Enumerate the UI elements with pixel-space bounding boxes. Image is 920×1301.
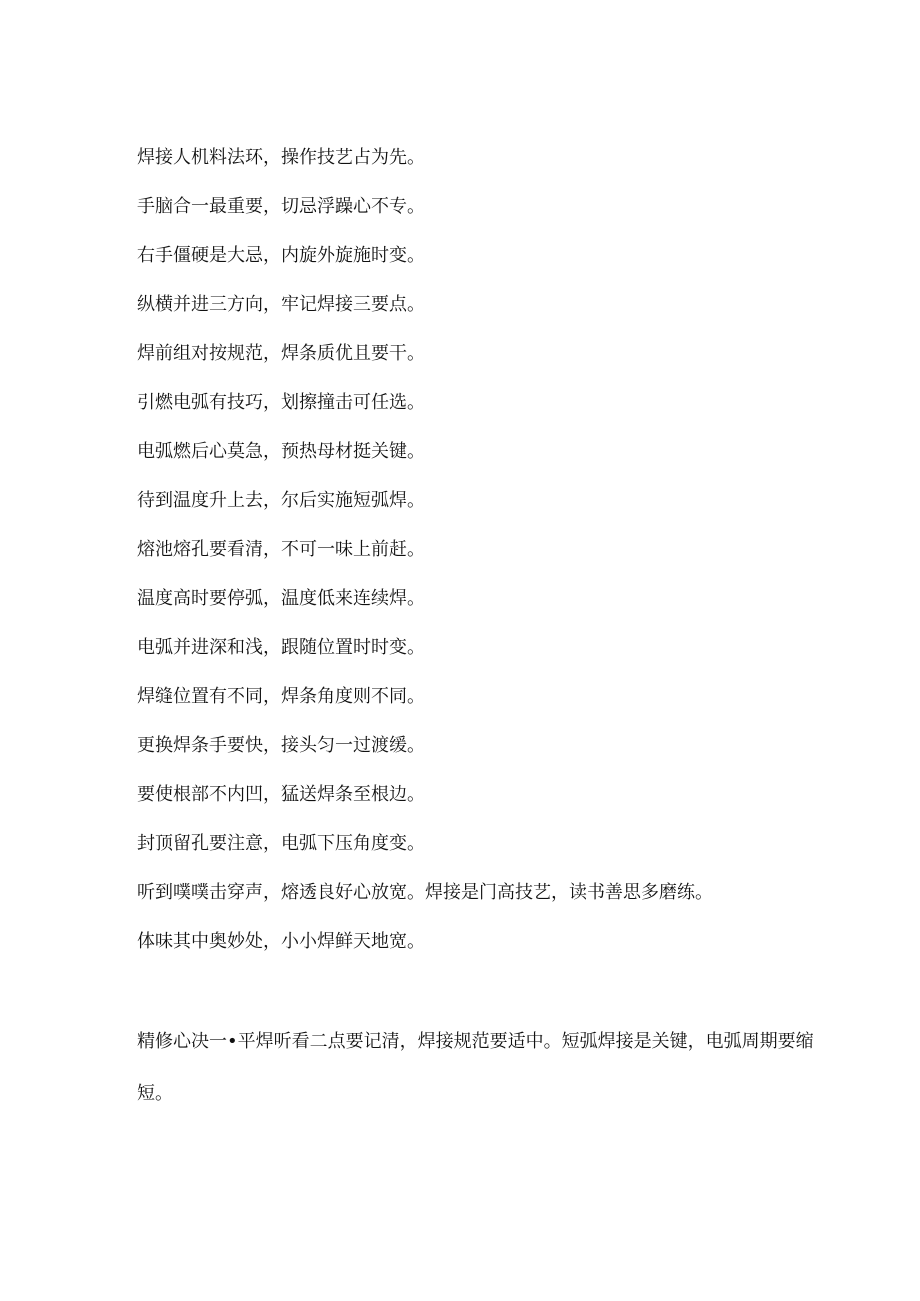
verse-line: 焊前组对按规范，焊条质优且要干。 [137,343,425,364]
verse-line: 右手僵硬是大忌，内旋外旋施时变。 [137,245,425,266]
verse-line: 引燃电弧有技巧，划擦撞击可任选。 [137,392,425,413]
verse-line: 体味其中奥妙处，小小焊鲜天地宽。 [137,931,425,952]
verse-line: 听到噗噗击穿声，熔透良好心放宽。焊接是门高技艺，读书善思多磨练。 [137,882,713,903]
body-paragraph: 精修心决一•平焊听看二点要记清，焊接规范要适中。短弧焊接是关键，电弧周期要缩短。 [137,1031,814,1104]
verse-line: 纵横并进三方向，牢记焊接三要点。 [137,294,425,315]
verse-line: 要使根部不内凹，猛送焊条至根边。 [137,784,425,805]
verse-line: 更换焊条手要快，接头匀一过渡缓。 [137,735,425,756]
verse-line: 焊接人机料法环，操作技艺占为先。 [137,147,425,168]
verse-line: 待到温度升上去，尔后实施短弧焊。 [137,490,425,511]
verse-line: 手脑合一最重要，切忌浮躁心不专。 [137,196,425,217]
verse-line: 电弧燃后心莫急，预热母材挺关键。 [137,441,425,462]
verse-line: 封顶留孔要注意，电弧下压角度变。 [137,833,425,854]
verse-line: 焊缝位置有不同，焊条角度则不同。 [137,686,425,707]
verse-line: 电弧并进深和浅，跟随位置时时变。 [137,637,425,658]
verse-line: 温度高时要停弧，温度低来连续焊。 [137,588,425,609]
verse-line: 熔池熔孔要看清，不可一味上前赶。 [137,539,425,560]
